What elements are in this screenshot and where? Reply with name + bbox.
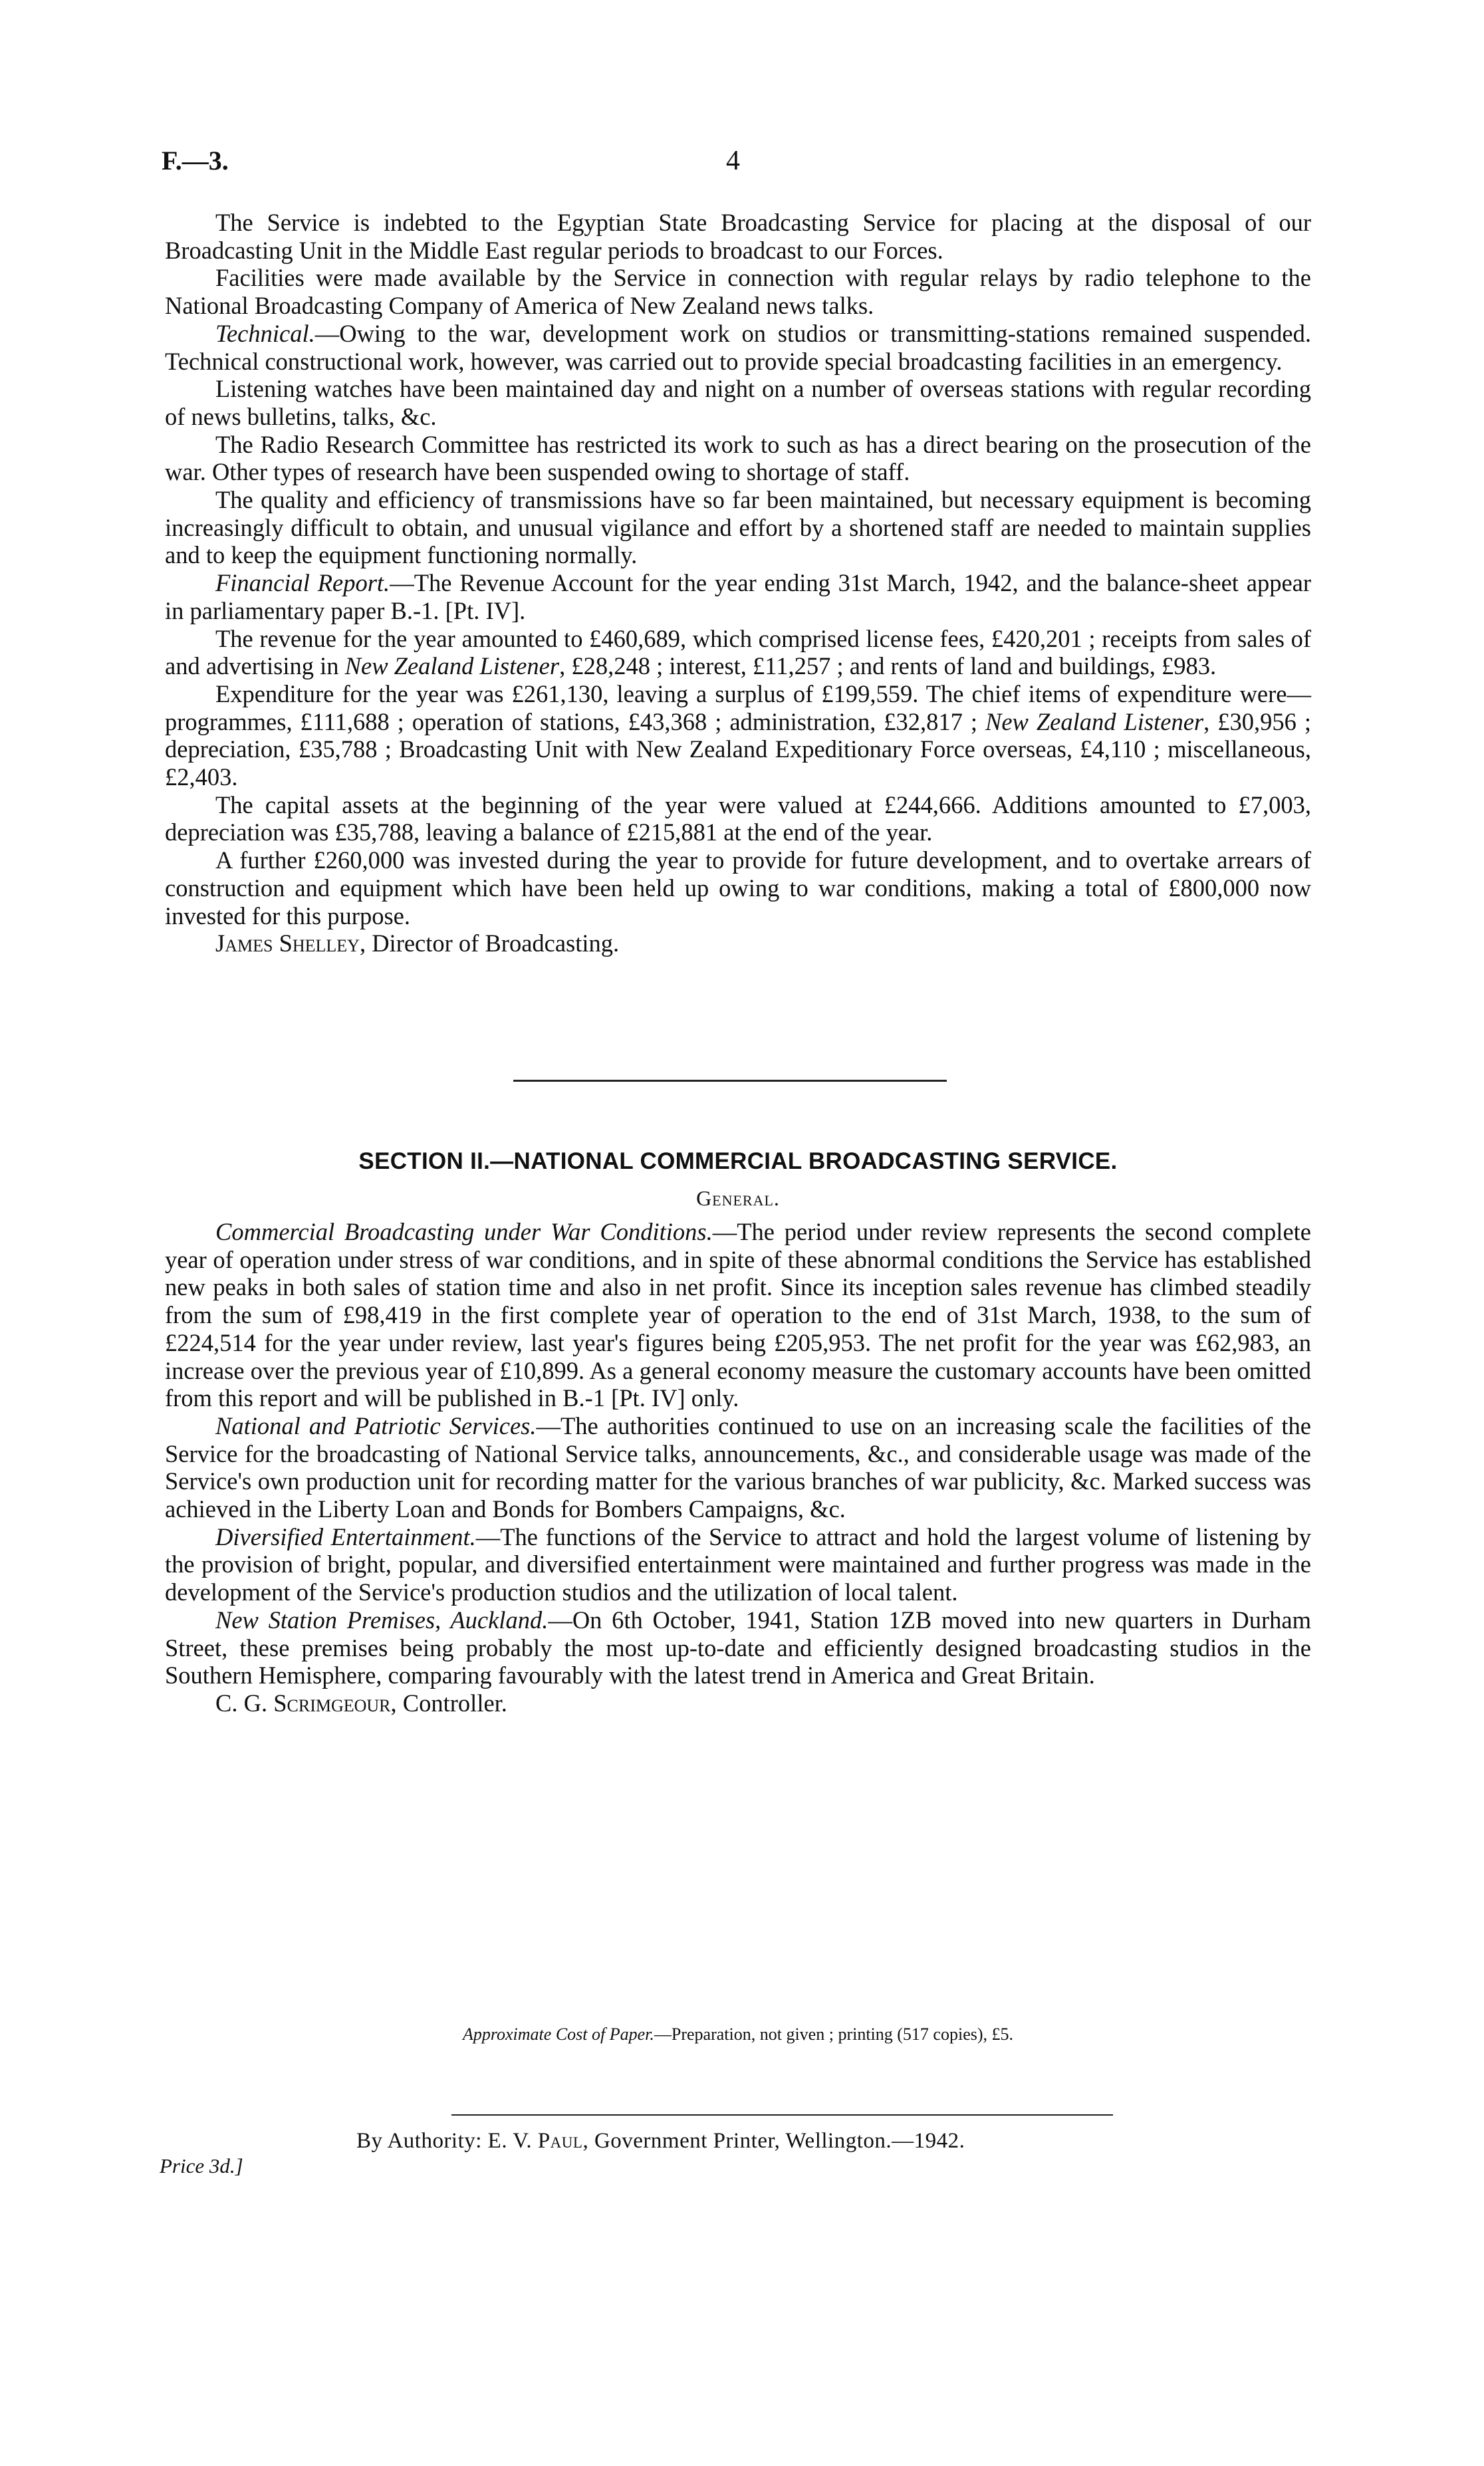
paragraph-investment: A further £260,000 was invested during the year to provide for future development, and to overtake arrears of construction and equipment which have been held up owing to war conditions, making a total of £800,000 now invested for this purpose. <box>165 846 1311 929</box>
paragraph-war-conditions: Commercial Broadcasting under War Conditions.—The period under review represents the second complete year of operation under stress of war conditions, and in spite of these abnormal conditions the Service has established new peaks in both sales of station time and also in net profit. Since its inception sales revenue has climbed steadily from the sum of £98,419 in the first complete year of operation to the end of 31st March, 1938, to the sum of £224,514 for the year under review, last year's figures being £205,953. The net profit for the year was £62,983, an increase over the previous year of £10,899. As a general economy measure the customary accounts have been omitted from this report and will be published in B.-1 [Pt. IV] only. <box>165 1218 1311 1412</box>
paragraph-radio-research: The Radio Research Committee has restricted its work to such as has a direct bearing on the prosecution of the war. Other types of research have been suspended owing to shortage of staff. <box>165 430 1311 486</box>
paragraph-national-services: National and Patriotic Services.—The authorities continued to use on an increasing scale the facilities of the Service for the broadcasting of National Service talks, announcements, &c., and considerable usage was made of the Service's own production unit for recording matter for the various branches of war publicity, &c. Marked success was achieved in the Liberty Loan and Bonds for Bombers Campaigns, &c. <box>165 1412 1311 1523</box>
paragraph-transmission-quality: The quality and efficiency of transmissions have so far been maintained, but necessary equipment is becoming increasingly difficult to obtain, and unusual vigilance and effort by a shortened staff are needed to maintain supplies and to keep the equipment functioning normally. <box>165 486 1311 569</box>
paragraph-entertainment: Diversified Entertainment.—The functions of the Service to attract and hold the largest volume of listening by the provision of bright, popular, and diversified entertainment were maintained and further progress was made in the development of the Service's production studios and the utilization of local talent. <box>165 1523 1311 1606</box>
technical-heading: Technical. <box>215 319 315 347</box>
cost-of-paper-note: Approximate Cost of Paper.—Preparation, not given ; printing (517 copies), £5. <box>462 2025 1014 2044</box>
page-number: 4 <box>726 146 740 176</box>
commercial-service-report <box>165 1218 1311 1717</box>
paragraph-egyptian-service: The Service is indebted to the Egyptian State Broadcasting Service for placing at the disposal of our Broadcasting Unit in the Middle East regular periods to broadcast to our Forces. <box>165 209 1311 264</box>
paragraph-listening-watches: Listening watches have been maintained day and night on a number of overseas stations with regular recording of news bulletins, talks, &c. <box>165 375 1311 430</box>
signature-director: James Shelley, Director of Broadcasting. <box>215 929 620 957</box>
paragraph-auckland-premises: New Station Premises, Auckland.—On 6th October, 1941, Station 1ZB moved into new quarters in Durham Street, these premises being probably the most up-to-date and efficiently designed broadcasting studios in the Southern Hemisphere, comparing favourably with the latest trend in America and Great Britain. <box>165 1606 1311 1689</box>
paragraph-technical: Technical.—Owing to the war, development work on studios or transmitting-stations remained suspended. Technical constructional work, however, was carried out to provide special broadcasting facilities in an emergency. <box>165 319 1311 375</box>
price-label: Price 3d.] <box>160 2154 243 2177</box>
section-subtitle: General. <box>696 1186 780 1210</box>
paragraph-relay-facilities: Facilities were made available by the Service in connection with regular relays by radio telephone to the National Broadcasting Company of America of New Zealand news talks. <box>165 264 1311 320</box>
paragraph-expenditure: Expenditure for the year was £261,130, leaving a surplus of £199,559. The chief items of expenditure were—programmes, £111,688 ; operation of stations, £43,368 ; administration, £32,817 ; New Zealand Listener, £30,956 ; depreciation, £35,788 ; Broadcasting Unit with New Zealand Expeditionary Force overseas, £4,110 ; miscellaneous, £2,403. <box>165 679 1311 791</box>
financial-report-heading: Financial Report. <box>215 569 390 597</box>
paragraph-revenue: The revenue for the year amounted to £460,689, which comprised license fees, £420,201 ; receipts from sales of and advertising in New Zealand Listener, £28,248 ; interest, £11,257 ; and rents of land and buildings, £983. <box>165 624 1311 680</box>
section-divider <box>513 1080 947 1082</box>
signature-controller: C. G. Scrimgeour, Controller. <box>215 1689 507 1717</box>
paragraph-financial-report: Financial Report.—The Revenue Account for the year ending 31st March, 1942, and the balance-sheet appear in parliamentary paper B.-1. [Pt. IV]. <box>165 569 1311 624</box>
section-title: SECTION II.—NATIONAL COMMERCIAL BROADCASTING SERVICE. <box>358 1148 1118 1174</box>
broadcasting-service-report <box>165 209 1311 957</box>
footer-rule <box>451 2114 1113 2116</box>
document-reference: F.—3. <box>162 146 229 176</box>
printer-authority: By Authority: E. V. Paul, Government Printer, Wellington.—1942. <box>356 2129 965 2153</box>
paragraph-capital-assets: The capital assets at the beginning of the year were valued at £244,666. Additions amounted to £7,003, depreciation was £35,788, leaving a balance of £215,881 at the end of the year. <box>165 791 1311 846</box>
